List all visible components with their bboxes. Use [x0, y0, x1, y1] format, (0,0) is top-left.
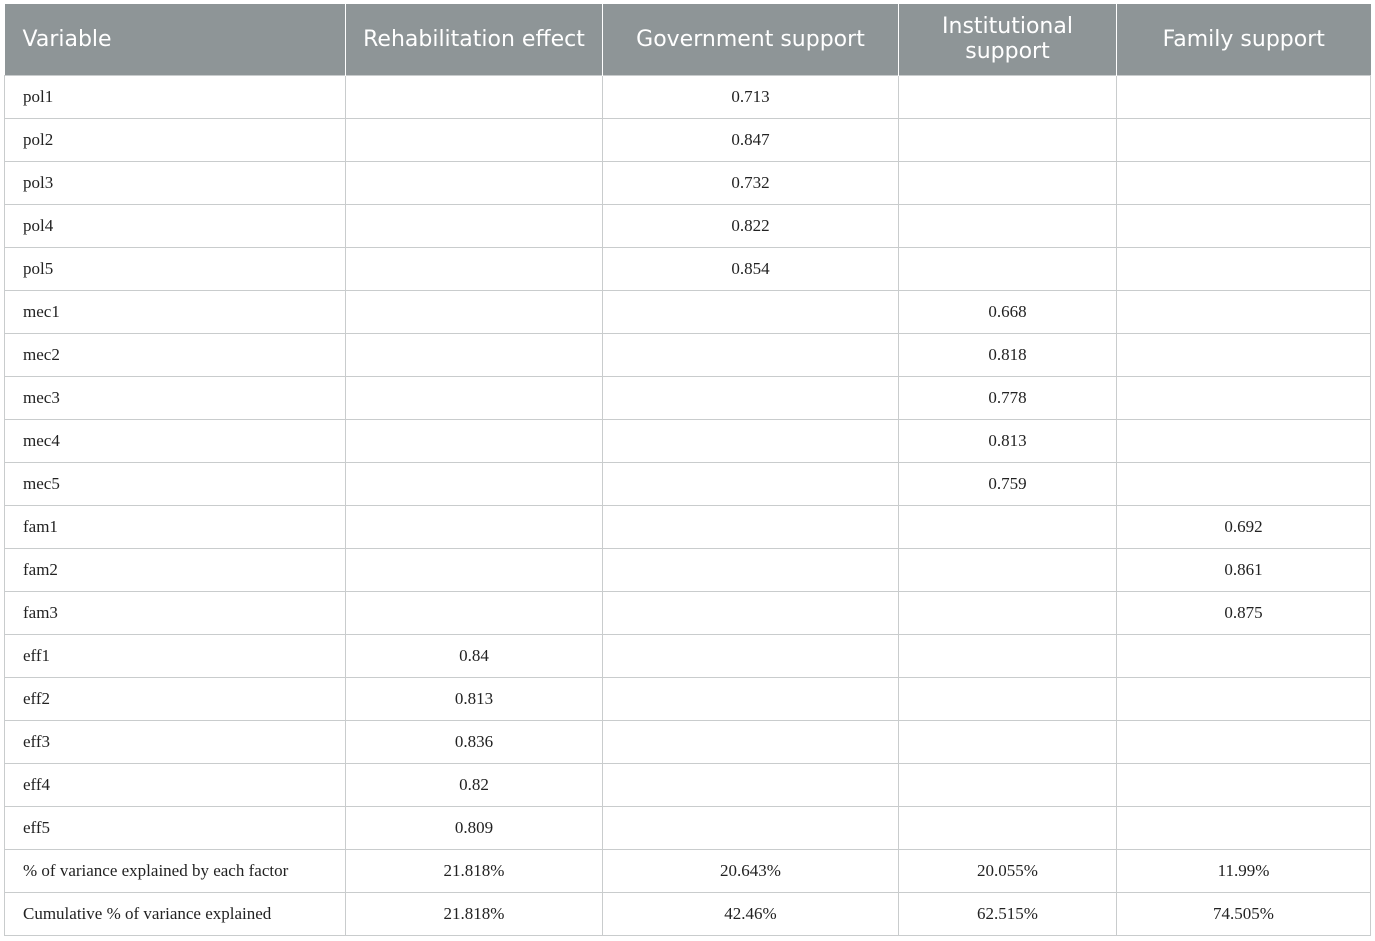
header-government-support: Government support	[603, 4, 899, 75]
value-cell	[346, 290, 603, 333]
value-cell: 0.813	[346, 677, 603, 720]
value-cell: 0.818	[899, 333, 1117, 376]
value-cell: 0.813	[899, 419, 1117, 462]
value-cell	[1117, 720, 1371, 763]
variable-cell: Cumulative % of variance explained	[5, 892, 346, 935]
value-cell	[899, 634, 1117, 677]
value-cell	[603, 763, 899, 806]
value-cell	[346, 548, 603, 591]
value-cell	[346, 75, 603, 118]
value-cell: 0.854	[603, 247, 899, 290]
variable-cell: mec4	[5, 419, 346, 462]
variable-cell: eff3	[5, 720, 346, 763]
variable-cell: fam2	[5, 548, 346, 591]
variable-cell: % of variance explained by each factor	[5, 849, 346, 892]
value-cell	[1117, 290, 1371, 333]
table-row	[5, 333, 1371, 376]
table-row	[5, 591, 1371, 634]
value-cell	[1117, 462, 1371, 505]
value-cell	[1117, 634, 1371, 677]
value-cell	[603, 591, 899, 634]
value-cell	[346, 591, 603, 634]
value-cell	[899, 75, 1117, 118]
header-variable: Variable	[5, 4, 346, 75]
value-cell	[603, 505, 899, 548]
value-cell	[603, 548, 899, 591]
value-cell: 21.818%	[346, 849, 603, 892]
header-row	[5, 4, 1371, 75]
value-cell: 0.759	[899, 462, 1117, 505]
value-cell	[1117, 677, 1371, 720]
value-cell	[346, 118, 603, 161]
value-cell: 11.99%	[1117, 849, 1371, 892]
value-cell	[899, 591, 1117, 634]
variable-cell: eff2	[5, 677, 346, 720]
value-cell	[1117, 376, 1371, 419]
value-cell: 0.875	[1117, 591, 1371, 634]
value-cell	[346, 462, 603, 505]
value-cell	[603, 419, 899, 462]
value-cell: 0.809	[346, 806, 603, 849]
table-header	[5, 4, 1371, 75]
value-cell	[1117, 806, 1371, 849]
header-rehabilitation-effect: Rehabilitation effect	[346, 4, 603, 75]
value-cell	[346, 333, 603, 376]
value-cell: 0.778	[899, 376, 1117, 419]
variable-cell: pol3	[5, 161, 346, 204]
value-cell: 0.861	[1117, 548, 1371, 591]
table-row	[5, 419, 1371, 462]
value-cell	[1117, 118, 1371, 161]
value-cell	[1117, 419, 1371, 462]
value-cell: 20.643%	[603, 849, 899, 892]
table-row	[5, 376, 1371, 419]
value-cell	[1117, 204, 1371, 247]
value-cell: 0.692	[1117, 505, 1371, 548]
value-cell	[899, 505, 1117, 548]
table-row	[5, 806, 1371, 849]
table-row	[5, 290, 1371, 333]
value-cell: 20.055%	[899, 849, 1117, 892]
value-cell	[899, 763, 1117, 806]
table-body	[5, 75, 1371, 935]
variable-cell: mec5	[5, 462, 346, 505]
value-cell: 0.847	[603, 118, 899, 161]
table-row	[5, 161, 1371, 204]
value-cell	[346, 419, 603, 462]
table-row	[5, 763, 1371, 806]
value-cell: 0.732	[603, 161, 899, 204]
value-cell	[899, 161, 1117, 204]
value-cell	[346, 376, 603, 419]
value-cell	[1117, 333, 1371, 376]
value-cell	[603, 806, 899, 849]
table-row	[5, 849, 1371, 892]
value-cell: 62.515%	[899, 892, 1117, 935]
value-cell	[1117, 75, 1371, 118]
variable-cell: eff5	[5, 806, 346, 849]
table-row	[5, 634, 1371, 677]
value-cell	[346, 505, 603, 548]
value-cell: 21.818%	[346, 892, 603, 935]
value-cell	[899, 118, 1117, 161]
value-cell: 42.46%	[603, 892, 899, 935]
value-cell: 0.84	[346, 634, 603, 677]
value-cell	[603, 376, 899, 419]
table-row	[5, 548, 1371, 591]
table-row	[5, 118, 1371, 161]
table-row	[5, 247, 1371, 290]
value-cell: 0.713	[603, 75, 899, 118]
table-row	[5, 204, 1371, 247]
variable-cell: fam3	[5, 591, 346, 634]
value-cell	[1117, 161, 1371, 204]
variable-cell: fam1	[5, 505, 346, 548]
value-cell	[899, 720, 1117, 763]
value-cell	[603, 677, 899, 720]
factor-loading-table	[4, 4, 1371, 936]
value-cell	[899, 677, 1117, 720]
table-row	[5, 505, 1371, 548]
value-cell	[603, 290, 899, 333]
value-cell	[603, 634, 899, 677]
table-row	[5, 720, 1371, 763]
variable-cell: pol2	[5, 118, 346, 161]
value-cell	[899, 806, 1117, 849]
table-row	[5, 462, 1371, 505]
variable-cell: mec1	[5, 290, 346, 333]
value-cell: 74.505%	[1117, 892, 1371, 935]
variable-cell: eff1	[5, 634, 346, 677]
value-cell: 0.836	[346, 720, 603, 763]
header-family-support: Family support	[1117, 4, 1371, 75]
value-cell: 0.822	[603, 204, 899, 247]
value-cell	[603, 333, 899, 376]
value-cell	[346, 247, 603, 290]
table-row	[5, 677, 1371, 720]
value-cell	[899, 247, 1117, 290]
variable-cell: pol1	[5, 75, 346, 118]
value-cell	[1117, 247, 1371, 290]
header-institutional-support: Institutional support	[899, 4, 1117, 75]
value-cell	[603, 720, 899, 763]
value-cell	[1117, 763, 1371, 806]
value-cell: 0.668	[899, 290, 1117, 333]
value-cell	[346, 204, 603, 247]
value-cell	[603, 462, 899, 505]
variable-cell: pol4	[5, 204, 346, 247]
table-row	[5, 892, 1371, 935]
variable-cell: mec2	[5, 333, 346, 376]
value-cell	[899, 548, 1117, 591]
variable-cell: eff4	[5, 763, 346, 806]
value-cell: 0.82	[346, 763, 603, 806]
value-cell	[346, 161, 603, 204]
value-cell	[899, 204, 1117, 247]
variable-cell: mec3	[5, 376, 346, 419]
variable-cell: pol5	[5, 247, 346, 290]
table-row	[5, 75, 1371, 118]
